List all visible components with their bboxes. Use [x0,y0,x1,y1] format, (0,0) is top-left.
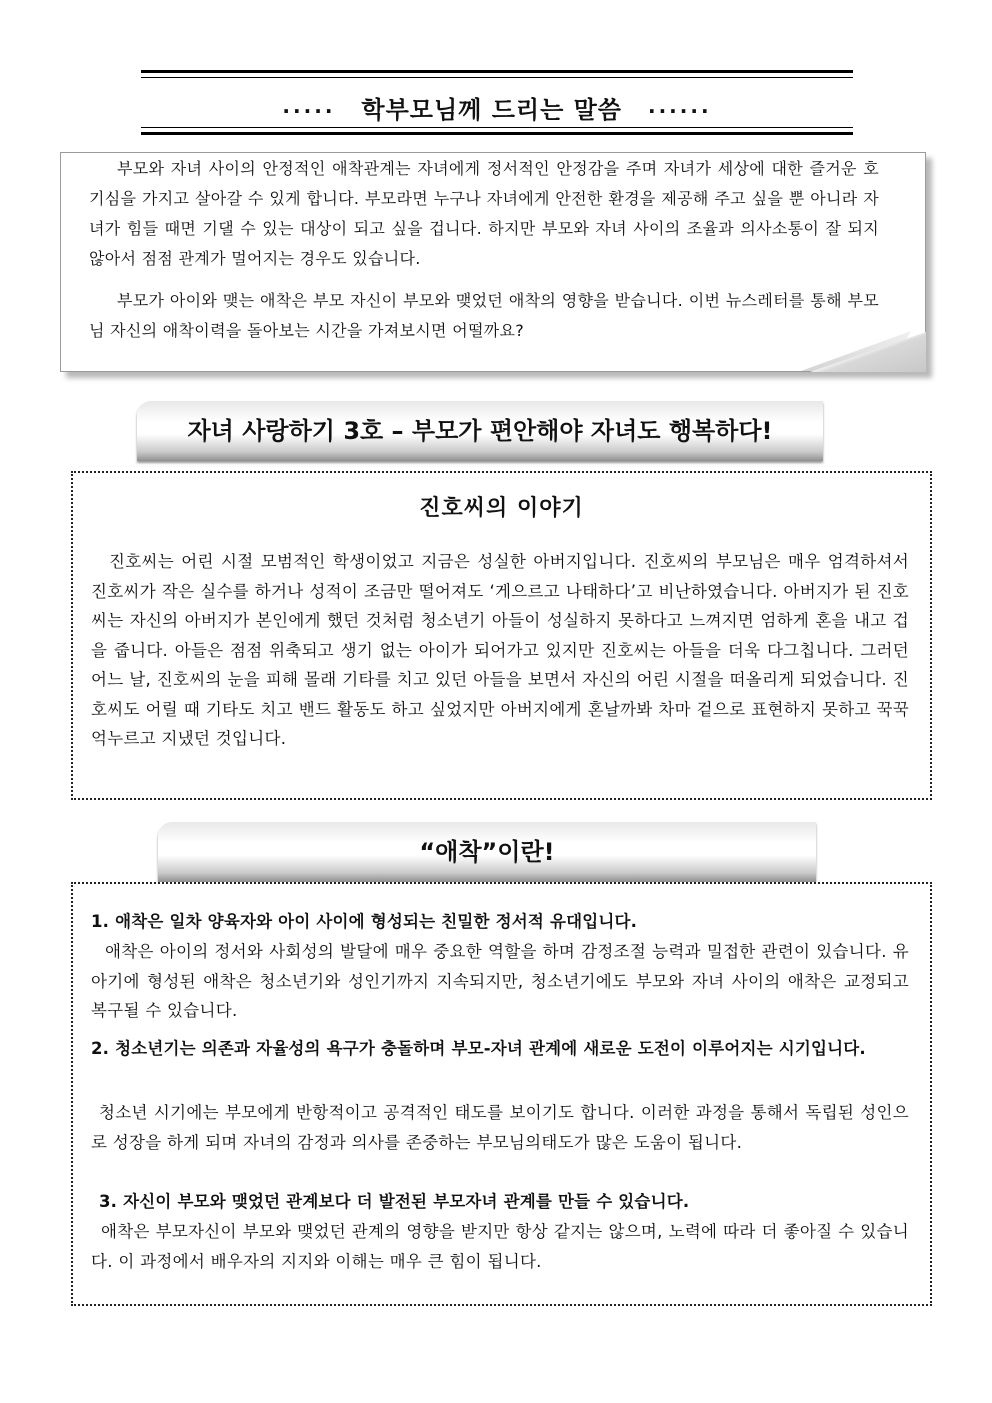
intro-note [60,152,926,372]
section-banner-newsletter [137,401,823,461]
item-heading-1: 1. 애착은 일차 양육자와 아이 사이에 형성되는 친밀한 정서적 유대입니다. [91,912,638,931]
header-rule-bottom-thin [141,127,853,128]
item-heading-2: 2. 청소년기는 의존과 자율성의 욕구가 충돌하며 부모-자녀 관계에 새로운 도전이 이루어지는 시기입니다. [91,1039,866,1058]
attachment-box [71,882,932,1306]
page-title [141,90,853,125]
header-rule-top [141,70,853,73]
item-heading-3: 3. 자신이 부모와 맺었던 관계보다 더 발전된 부모자녀 관계를 만들 수 있습니다. [99,1192,690,1211]
story-body: 진호씨는 어린 시절 모범적인 학생이었고 지금은 성실한 아버지입니다. 진호씨의 부모님은 매우 엄격하셔서 진호씨가 작은 실수를 하거나 성적이 조금만 떨어져도 ‘게으르고 나태하다’고 비난하였습니다. 아버지가 된 진호씨는 자신의 아버지가 본인에게 했던 것처럼 청소년기 아들이 성실하지 못하다고 느껴지면 엄하게 혼을 내고 겁을 줍니다. 아들은 점점 위축되고 생기 없는 아이가 되어가고 있지만 진호씨는 아들을 더욱 다그칩니다. 그러던 어느 날, 진호씨의 눈을 피해 몰래 기타를 치고 있던 아들을 보면서 자신의 어린 시절을 떠올리게 되었습니다. 진호씨도 어릴 때 기타도 치고 밴드 활동도 하고 싶었지만 아버지에게 혼날까봐 차마 겉으로 표현하지 못하고 꾹꾹 억누르고 지냈던 것입니다. [91,552,909,748]
intro-paragraph-2: 부모가 아이와 맺는 애착은 부모 자신이 부모와 맺었던 애착의 영향을 받습니다. 이번 뉴스레터를 통해 부모님 자신의 애착이력을 돌아보는 시간을 가져보시면 어떨까요? [89,291,879,340]
header-rule-bottom [141,132,853,135]
section-banner-title: “애착”이란! [419,838,555,866]
title-text: 학부모님께 드리는 말씀 [361,96,622,124]
title-dots-left: ····· [282,99,336,123]
item-body-1: 애착은 아이의 정서와 사회성의 발달에 매우 중요한 역할을 하며 감정조절 능력과 밀접한 관련이 있습니다. 유아기에 형성된 애착은 청소년기와 성인기까지 지속되지만, 청소년기에도 부모와 자녀 사이의 애착은 교정되고 복구될 수 있습니다. [91,942,909,1020]
section-banner-title: 자녀 사랑하기 3호 – 부모가 편안해야 자녀도 행복하다! [187,417,773,445]
story-box [71,471,932,800]
header-rule-top-thin [141,77,853,78]
newsletter-header [141,70,853,136]
title-dots-right: ······ [647,99,712,123]
story-title: 진호씨의 이야기 [419,496,584,521]
item-body-3: 애착은 부모자신이 부모와 맺었던 관계의 영향을 받지만 항상 같지는 않으며, 노력에 따라 더 좋아질 수 있습니다. 이 과정에서 배우자의 지지와 이해는 매우 큰 힘이 됩니다. [91,1222,909,1271]
intro-paragraph-1: 부모와 자녀 사이의 안정적인 애착관계는 자녀에게 정서적인 안정감을 주며 자녀가 세상에 대한 즐거운 호기심을 가지고 살아갈 수 있게 합니다. 부모라면 누구나 자녀에게 안전한 환경을 제공해 주고 싶을 뿐 아니라 자녀가 힘들 때면 기댈 수 있는 대상이 되고 싶을 겁니다. 하지만 부모와 자녀 사이의 조율과 의사소통이 잘 되지 않아서 점점 관계가 멀어지는 경우도 있습니다. [89,159,879,268]
section-banner-attachment [158,822,816,882]
item-body-2: 청소년 시기에는 부모에게 반항적이고 공격적인 태도를 보이기도 합니다. 이러한 과정을 통해서 독립된 성인으로 성장을 하게 되며 자녀의 감정과 의사를 존중하는 부모님의태도가 많은 도움이 됩니다. [91,1103,909,1152]
